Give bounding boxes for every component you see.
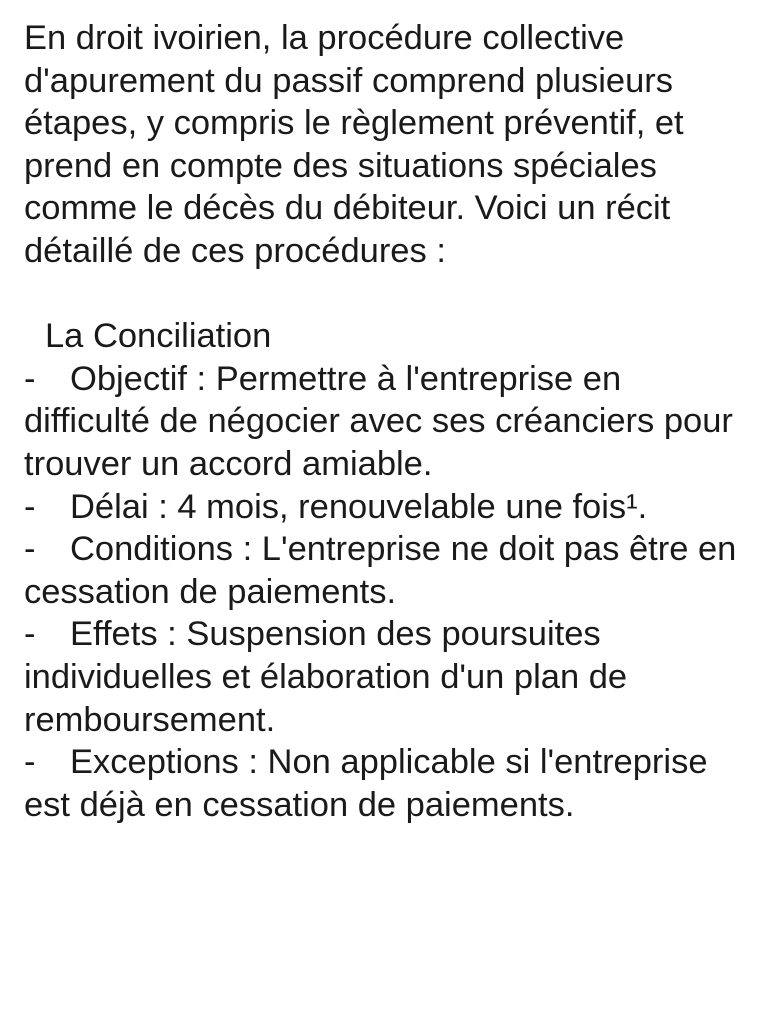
section-heading: La Conciliation [45, 317, 272, 356]
intro-paragraph: En droit ivoirien, la procédure collective d'apurement du passif comprend plusieurs étapes, y compris le règlement préventif, et prend en compte des situations spéciales comme le décès du débiteur. Voici un récit détaillé de ces procédures : [24, 19, 684, 270]
item-label: Effets [70, 615, 158, 654]
document-body [24, 17, 748, 826]
item-text: 4 mois, renouvelable une fois¹. [177, 487, 648, 526]
item-label: Délai [70, 487, 149, 526]
item-label: Exceptions [70, 743, 239, 782]
list-dash: - [24, 615, 36, 654]
list-dash: - [24, 530, 36, 569]
item-separator: : [233, 530, 262, 569]
list-dash: - [24, 743, 36, 782]
item-label: Objectif [70, 359, 187, 398]
item-separator: : [157, 615, 187, 654]
item-separator: : [148, 487, 178, 526]
item-separator: : [238, 743, 268, 782]
item-text: Non applicable si l'entreprise est déjà en cessation de paiements. [24, 743, 708, 824]
item-text: Permettre à l'entreprise en difficulté de négocier avec ses créanciers pour trouver un accord amiable. [24, 359, 733, 483]
item-separator: : [186, 359, 216, 398]
list-item-exceptions [24, 741, 748, 826]
list-item-delai [24, 486, 748, 529]
list-item-effets [24, 613, 748, 741]
paragraph-spacer [24, 273, 748, 316]
list-item-conditions [24, 528, 748, 613]
item-text: Suspension des poursuites individuelles et élaboration d'un plan de remboursement. [24, 615, 628, 739]
list-dash: - [24, 359, 36, 398]
list-item-objectif [24, 358, 748, 486]
item-text: L'entreprise ne doit pas être en cessation de paiements. [24, 530, 737, 611]
item-label: Conditions [70, 530, 234, 569]
list-dash: - [24, 487, 36, 526]
